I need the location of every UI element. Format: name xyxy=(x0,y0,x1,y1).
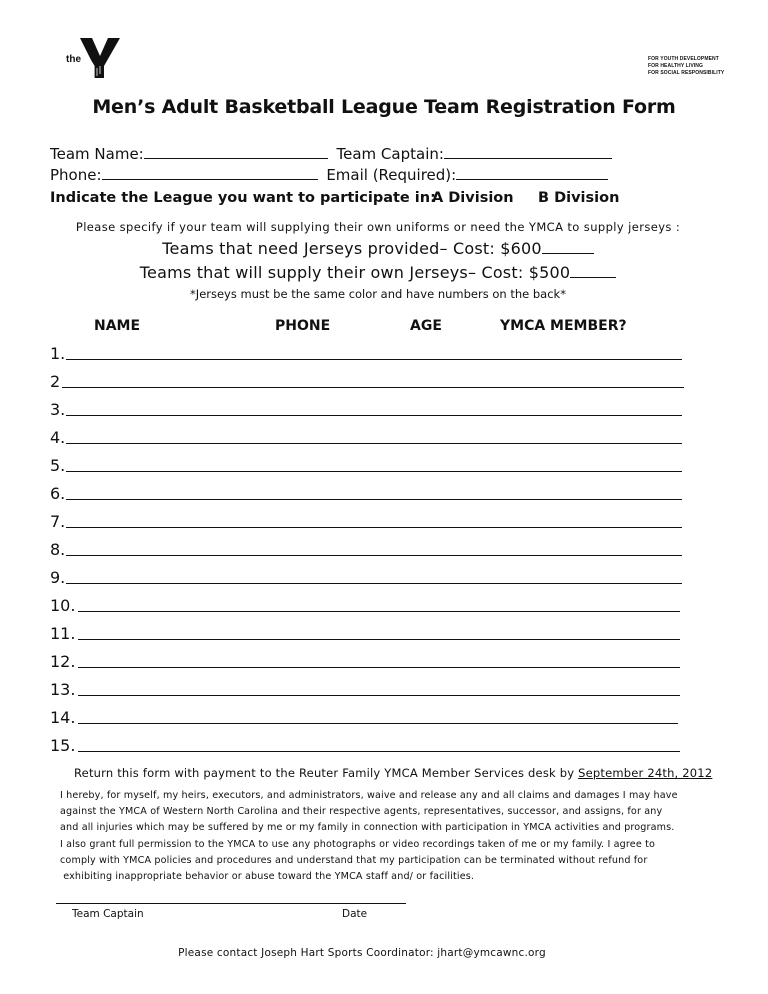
roster-row-number: 1. xyxy=(50,344,66,363)
roster-row-number: 15. xyxy=(50,736,76,755)
column-header-name: NAME xyxy=(94,318,141,334)
jersey-own-label: Teams that will supply their own Jerseys– Cost: $500 xyxy=(139,263,571,282)
roster-row-line[interactable] xyxy=(78,639,680,640)
roster-row-line[interactable] xyxy=(66,415,682,416)
jersey-note: *Jerseys must be the same color and have numbers on the back* xyxy=(190,287,566,301)
roster-row[interactable] xyxy=(50,452,682,476)
team-captain-label: Team Captain: xyxy=(336,145,444,163)
roster-row-number: 6. xyxy=(50,484,66,503)
division-a-option[interactable]: A Division xyxy=(432,190,514,206)
contact-info: Please contact Joseph Hart Sports Coordinator: jhart@ymcawnc.org xyxy=(178,947,546,959)
tagline-line: FOR YOUTH DEVELOPMENT xyxy=(648,56,719,62)
roster-row-line[interactable] xyxy=(78,751,680,752)
roster-row-line[interactable] xyxy=(66,359,682,360)
roster-row[interactable] xyxy=(50,536,682,560)
roster-row[interactable] xyxy=(50,648,680,672)
roster-row[interactable] xyxy=(50,368,684,392)
waiver-line: exhibiting inappropriate behavior or abuse toward the YMCA staff and/ or facilities. xyxy=(60,871,475,883)
roster-row[interactable] xyxy=(50,340,682,364)
roster-row-line[interactable] xyxy=(66,499,682,500)
roster-row-line[interactable] xyxy=(66,443,682,444)
signature-line[interactable] xyxy=(56,903,406,904)
roster-row-number: 4. xyxy=(50,428,66,447)
jersey-provided-option xyxy=(0,239,756,258)
phone-field[interactable] xyxy=(102,166,318,180)
jersey-provided-label: Teams that need Jerseys provided– Cost: $600 xyxy=(162,239,542,258)
waiver-line: I also grant full permission to the YMCA to use any photographs or video recordings taken of me or my family. I agree to xyxy=(60,838,656,850)
roster-row-number: 14. xyxy=(50,708,76,727)
jersey-own-option xyxy=(0,263,756,282)
roster-row[interactable] xyxy=(50,424,682,448)
return-notice xyxy=(74,766,712,780)
roster-row-line[interactable] xyxy=(78,695,680,696)
roster-row[interactable] xyxy=(50,508,682,532)
date-label: Date xyxy=(342,908,368,920)
roster-row-line[interactable] xyxy=(78,611,680,612)
column-header-phone: PHONE xyxy=(275,318,331,334)
jersey-own-blank[interactable] xyxy=(570,263,616,278)
team-name-row xyxy=(50,145,612,163)
email-label: Email (Required): xyxy=(326,166,457,184)
waiver-line: comply with YMCA policies and procedures and understand that my participation can be terminated without refund for xyxy=(60,854,648,866)
league-selection xyxy=(50,190,620,206)
team-captain-signature-label: Team Captain xyxy=(72,908,144,920)
column-header-age: AGE xyxy=(410,318,442,334)
tagline-line: FOR SOCIAL RESPONSIBILITY xyxy=(648,70,725,76)
roster-row-number: 9. xyxy=(50,568,66,587)
roster-row[interactable] xyxy=(50,732,680,756)
tagline-line: FOR HEALTHY LIVING xyxy=(648,63,703,69)
roster-row[interactable] xyxy=(50,564,682,588)
column-header-ymca-member: YMCA MEMBER? xyxy=(500,318,627,334)
phone-label: Phone: xyxy=(50,166,102,184)
roster-row[interactable] xyxy=(50,480,682,504)
waiver-text xyxy=(60,788,720,885)
email-field[interactable] xyxy=(456,166,608,180)
roster-row-number: 10. xyxy=(50,596,76,615)
form-title: Men’s Adult Basketball League Team Registration Form xyxy=(92,96,676,118)
league-prompt: Indicate the League you want to participate in: xyxy=(50,190,436,206)
roster-row-number: 13. xyxy=(50,680,76,699)
uniform-instruction: Please specify if your team will supplying their own uniforms or need the YMCA to supply jerseys : xyxy=(75,220,681,234)
roster-row-line[interactable] xyxy=(78,667,680,668)
roster-row-line[interactable] xyxy=(66,471,682,472)
roster-row-number: 8. xyxy=(50,540,66,559)
roster-row[interactable] xyxy=(50,396,682,420)
team-name-field[interactable] xyxy=(144,145,328,159)
ymca-logo-icon xyxy=(64,36,120,80)
roster-row-number: 7. xyxy=(50,512,66,531)
roster-row-number: 12. xyxy=(50,652,76,671)
phone-row xyxy=(50,166,608,184)
roster-row-line[interactable] xyxy=(78,723,678,724)
division-b-option[interactable]: B Division xyxy=(538,190,620,206)
roster-row[interactable] xyxy=(50,704,678,728)
return-notice-text: Return this form with payment to the Reuter Family YMCA Member Services desk by xyxy=(74,766,575,780)
roster-row-number: 11. xyxy=(50,624,76,643)
roster-row-line[interactable] xyxy=(62,387,684,388)
team-name-label: Team Name: xyxy=(50,145,144,163)
roster-row[interactable] xyxy=(50,620,680,644)
roster-row-line[interactable] xyxy=(66,583,682,584)
roster-row-line[interactable] xyxy=(66,555,682,556)
roster-row[interactable] xyxy=(50,676,680,700)
team-captain-field[interactable] xyxy=(444,145,612,159)
waiver-line: I hereby, for myself, my heirs, executors, and administrators, waive and release any and all claims and damages I may have xyxy=(60,790,678,801)
roster-row-line[interactable] xyxy=(66,527,682,528)
waiver-line: against the YMCA of Western North Carolina and their respective agents, representatives, successor, and assigns, for any xyxy=(60,806,663,818)
logo-tagline xyxy=(648,56,724,77)
roster-row-number: 2 xyxy=(50,372,61,391)
return-deadline: September 24th, 2012 xyxy=(578,766,713,780)
roster-row-number: 5. xyxy=(50,456,66,475)
waiver-line: and all injuries which may be suffered by me or my family in connection with participation in YMCA activities and programs. xyxy=(60,822,675,834)
roster-row-number: 3. xyxy=(50,400,66,419)
logo-prefix: the xyxy=(66,54,81,65)
roster-row[interactable] xyxy=(50,592,680,616)
jersey-provided-blank[interactable] xyxy=(542,239,594,254)
